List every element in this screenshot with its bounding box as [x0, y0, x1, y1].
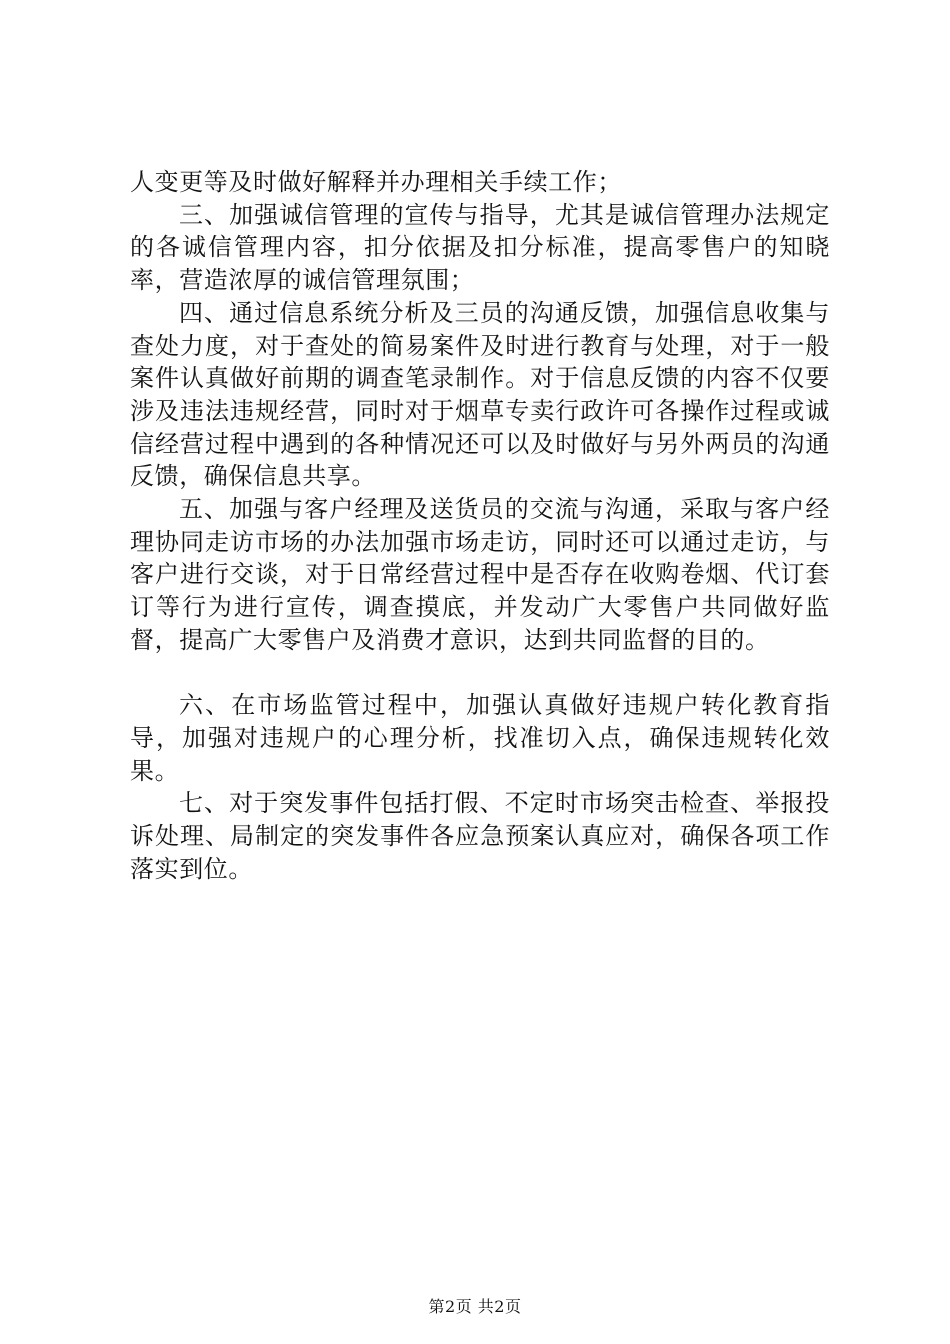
paragraph-item-6: 六、在市场监管过程中，加强认真做好违规户转化教育指导，加强对违规户的心理分析，找准切入点，确保违规转化效果。: [130, 691, 830, 785]
paragraph-item-7: 七、对于突发事件包括打假、不定时市场突击检查、举报投诉处理、局制定的突发事件各应急预案认真应对，确保各项工作落实到位。: [130, 789, 830, 883]
document-body: [130, 166, 830, 885]
paragraph-item-4: 四、通过信息系统分析及三员的沟通反馈，加强信息收集与查处力度，对于查处的简易案件及时进行教育与处理，对于一般案件认真做好前期的调查笔录制作。对于信息反馈的内容不仅要涉及违法违规经营，同时对于烟草专卖行政许可各操作过程或诚信经营过程中遇到的各种情况还可以及时做好与另外两员的沟通反馈，确保信息共享。: [130, 298, 830, 491]
paragraph-continuation: 人变更等及时做好解释并办理相关手续工作；: [130, 168, 622, 196]
paragraph-item-3: 三、加强诚信管理的宣传与指导，尤其是诚信管理办法规定的各诚信管理内容，扣分依据及扣分标准，提高零售户的知晓率，营造浓厚的诚信管理氛围；: [130, 200, 830, 295]
paragraph-item-5: 五、加强与客户经理及送货员的交流与沟通，采取与客户经理协同走访市场的办法加强市场走访，同时还可以通过走访，与客户进行交谈，对于日常经营过程中是否存在收购卷烟、代订套订等行为进行宣传，调查摸底，并发动广大零售户共同做好监督，提高广大零售户及消费才意识，达到共同监督的目的。: [130, 495, 830, 654]
page-number-footer: 第2页 共2页: [428, 1297, 522, 1316]
